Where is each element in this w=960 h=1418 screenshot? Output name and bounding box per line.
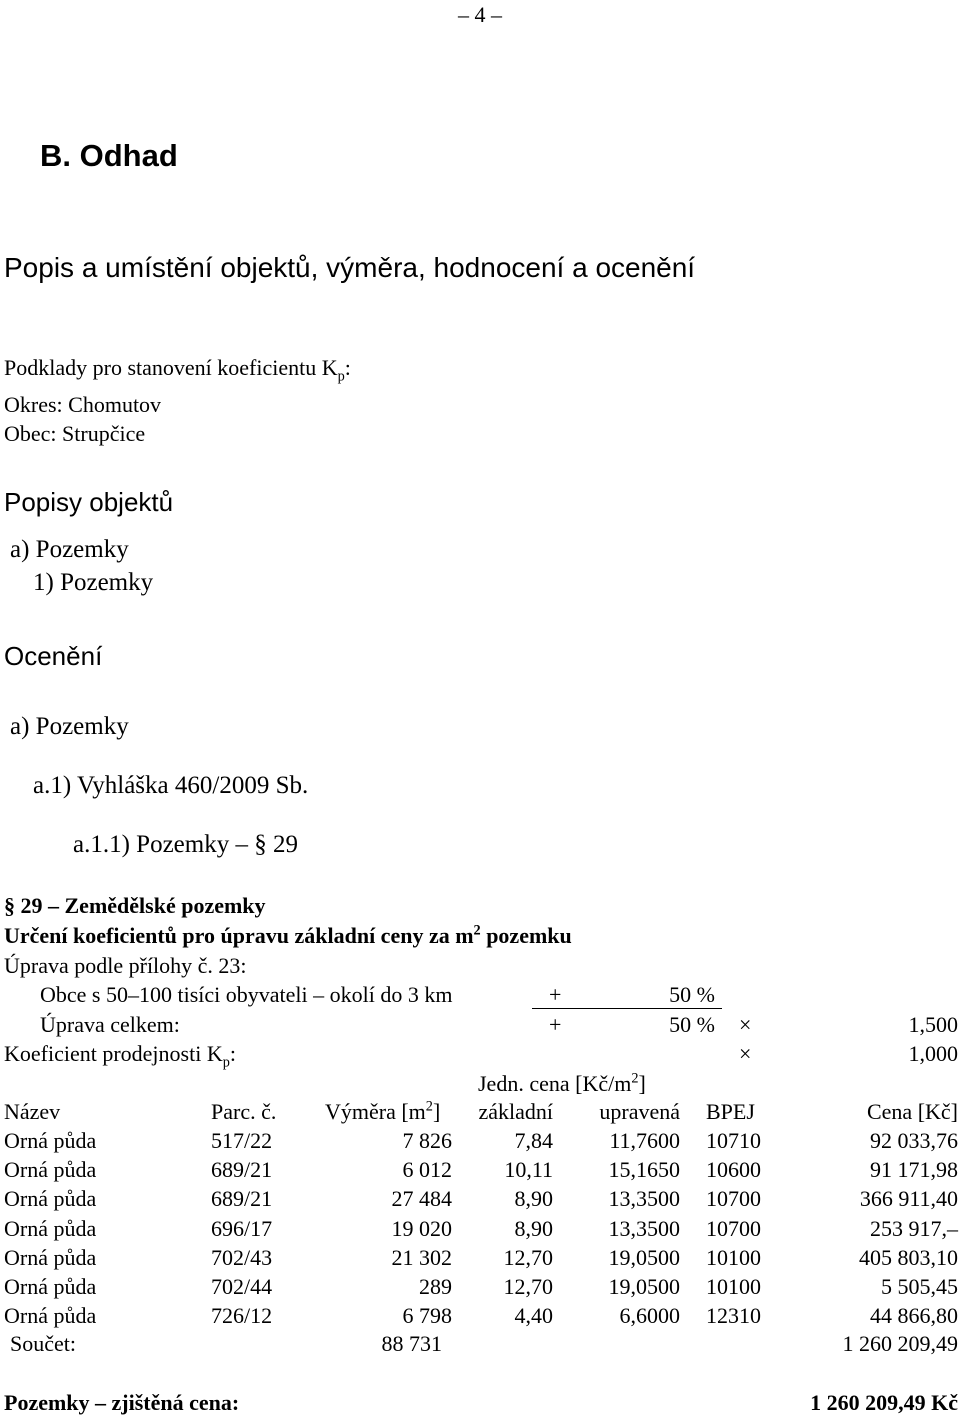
cell-vymera: 27 484: [391, 1186, 452, 1212]
kp-basis-label-main: Podklady pro stanovení koeficientu K: [4, 355, 338, 380]
cell-vymera: 6 012: [402, 1157, 452, 1183]
cell-cena: 91 171,98: [870, 1157, 958, 1183]
cell-upravena: 15,1650: [608, 1157, 680, 1183]
col-vymera-main: Výměra [m: [325, 1099, 426, 1124]
okres-label: Okres:: [4, 392, 63, 417]
popisy-title: Popisy objektů: [4, 487, 174, 517]
celkem-times: ×: [739, 1012, 752, 1037]
page-heading: Popis a umístění objektů, výměra, hodnocení a ocenění: [4, 252, 696, 283]
cell-upravena: 13,3500: [608, 1215, 680, 1241]
kp-label: [4, 1041, 237, 1071]
cell-nazev: Orná půda: [4, 1244, 97, 1270]
par29-subtitle-main: Určení koeficientů pro úpravu základní ceny za m: [4, 923, 474, 948]
unit-price-sup: 2: [631, 1070, 639, 1087]
sum-cena: 1 260 209,49: [842, 1331, 958, 1356]
cell-cena: 253 917,–: [870, 1215, 958, 1241]
cell-parc: 689/21: [211, 1157, 273, 1183]
cell-cena: 92 033,76: [870, 1128, 958, 1153]
kp-result: 1,000: [908, 1041, 958, 1066]
obce-sign: +: [549, 982, 562, 1007]
table-row: [0, 1245, 960, 1273]
par29-subtitle-sup: 2: [473, 922, 481, 939]
cell-zakladni: 8,90: [514, 1215, 553, 1241]
celkem-label: Úprava celkem:: [40, 1012, 180, 1037]
cell-bpej: 10600: [706, 1157, 761, 1183]
cell-bpej: 10710: [706, 1128, 761, 1153]
col-upravena: upravená: [599, 1099, 680, 1124]
cell-nazev: Orná půda: [4, 1215, 97, 1241]
col-nazev: Název: [4, 1099, 61, 1124]
cell-upravena: 19,0500: [608, 1244, 680, 1270]
celkem-sign: +: [549, 1012, 562, 1037]
cell-cena: 366 911,40: [859, 1186, 958, 1212]
oceneni-item-a1: a.1) Vyhláška 460/2009 Sb.: [33, 772, 309, 799]
sum-vymera: 88 731: [381, 1331, 442, 1356]
cell-bpej: 10700: [706, 1215, 761, 1241]
final-value: 1 260 209,49 Kč: [810, 1390, 958, 1415]
kp-label-end: :: [229, 1041, 237, 1066]
cell-upravena: 11,7600: [609, 1128, 680, 1153]
obce-label: Obce s 50–100 tisíci obyvateli – okolí do 3 km: [40, 982, 453, 1007]
cell-zakladni: 12,70: [503, 1244, 553, 1270]
unit-price-main: Jedn. cena [Kč/m: [478, 1071, 632, 1096]
obce-value: 50 %: [669, 982, 715, 1007]
col-parc: Parc. č.: [211, 1099, 277, 1124]
obec-value: Strupčice: [56, 421, 146, 446]
cell-vymera: 7 826: [402, 1128, 452, 1153]
sum-label: Součet:: [10, 1331, 76, 1356]
cell-upravena: 13,3500: [608, 1186, 680, 1212]
cell-parc: 517/22: [211, 1128, 273, 1153]
par29-subtitle: [4, 923, 572, 949]
cell-upravena: 6,6000: [619, 1303, 680, 1329]
table-row: [0, 1303, 960, 1331]
celkem-value: 50 %: [669, 1012, 715, 1037]
cell-parc: 702/43: [211, 1244, 273, 1270]
cell-zakladni: 12,70: [503, 1274, 553, 1299]
obec-label: Obec:: [4, 421, 57, 446]
cell-vymera: 21 302: [391, 1244, 452, 1270]
kp-basis-label-end: :: [344, 355, 351, 380]
cell-parc: 702/44: [211, 1274, 273, 1299]
table-row: [0, 1128, 960, 1156]
cell-parc: 696/17: [211, 1215, 273, 1241]
cell-cena: 44 866,80: [870, 1303, 958, 1329]
col-zakladni: základní: [478, 1099, 553, 1124]
section-title: B. Odhad: [40, 138, 178, 173]
cell-bpej: 10100: [706, 1244, 761, 1270]
cell-upravena: 19,0500: [608, 1274, 680, 1299]
col-vymera-end: ]: [432, 1099, 441, 1124]
okres-line: [4, 392, 161, 418]
celkem-result: 1,500: [908, 1012, 958, 1037]
cell-zakladni: 10,11: [504, 1157, 553, 1183]
cell-cena: 5 505,45: [881, 1274, 958, 1299]
cell-nazev: Orná půda: [4, 1128, 97, 1153]
unit-price-end: ]: [638, 1071, 646, 1096]
table-row: [0, 1186, 960, 1214]
okres-value: Chomutov: [62, 392, 162, 417]
oceneni-title: Ocenění: [4, 641, 103, 671]
kp-basis-label: [4, 355, 351, 385]
sum-row: [0, 1331, 960, 1359]
table-row: [0, 1274, 960, 1302]
kp-times: ×: [739, 1041, 752, 1066]
uprava-label: Úprava podle přílohy č. 23:: [4, 953, 247, 978]
kp-label-main: Koeficient prodejnosti K: [4, 1041, 223, 1066]
obec-line: [4, 421, 145, 447]
cell-zakladni: 8,90: [514, 1186, 553, 1212]
cell-vymera: 19 020: [391, 1215, 452, 1241]
kp-basis-label-sub: p: [337, 368, 345, 385]
col-bpej: BPEJ: [706, 1099, 755, 1124]
cell-vymera: 289: [419, 1274, 452, 1299]
cell-parc: 689/21: [211, 1186, 273, 1212]
popisy-item-a: a) Pozemky: [10, 536, 129, 563]
cell-bpej: 12310: [706, 1303, 761, 1329]
cell-nazev: Orná půda: [4, 1274, 97, 1299]
cell-cena: 405 803,10: [859, 1244, 958, 1270]
popisy-item-1: 1) Pozemky: [33, 569, 154, 596]
oceneni-item-a: a) Pozemky: [10, 713, 129, 740]
cell-zakladni: 7,84: [514, 1128, 553, 1153]
col-cena: Cena [Kč]: [866, 1099, 958, 1124]
cell-nazev: Orná půda: [4, 1186, 97, 1212]
par29-title: § 29 – Zemědělské pozemky: [4, 893, 266, 918]
table-header-unit-price: [478, 1071, 646, 1097]
cell-nazev: Orná půda: [4, 1303, 97, 1329]
cell-zakladni: 4,40: [514, 1303, 553, 1329]
cell-vymera: 6 798: [402, 1303, 452, 1329]
col-vymera: [325, 1099, 440, 1125]
subtotal-rule: [532, 1008, 722, 1009]
par29-subtitle-end: pozemku: [480, 923, 572, 948]
oceneni-item-a11: a.1.1) Pozemky – § 29: [73, 831, 298, 858]
col-vymera-sup: 2: [425, 1098, 433, 1115]
final-label: Pozemky – zjištěná cena:: [4, 1390, 240, 1415]
cell-parc: 726/12: [211, 1303, 273, 1329]
cell-nazev: Orná půda: [4, 1157, 97, 1183]
table-row: [0, 1157, 960, 1185]
page-number: – 4 –: [458, 2, 502, 27]
cell-bpej: 10700: [706, 1186, 761, 1212]
cell-bpej: 10100: [706, 1274, 761, 1299]
table-header-row: [0, 1099, 960, 1127]
table-row: [0, 1216, 960, 1244]
kp-label-sub: p: [222, 1054, 230, 1071]
